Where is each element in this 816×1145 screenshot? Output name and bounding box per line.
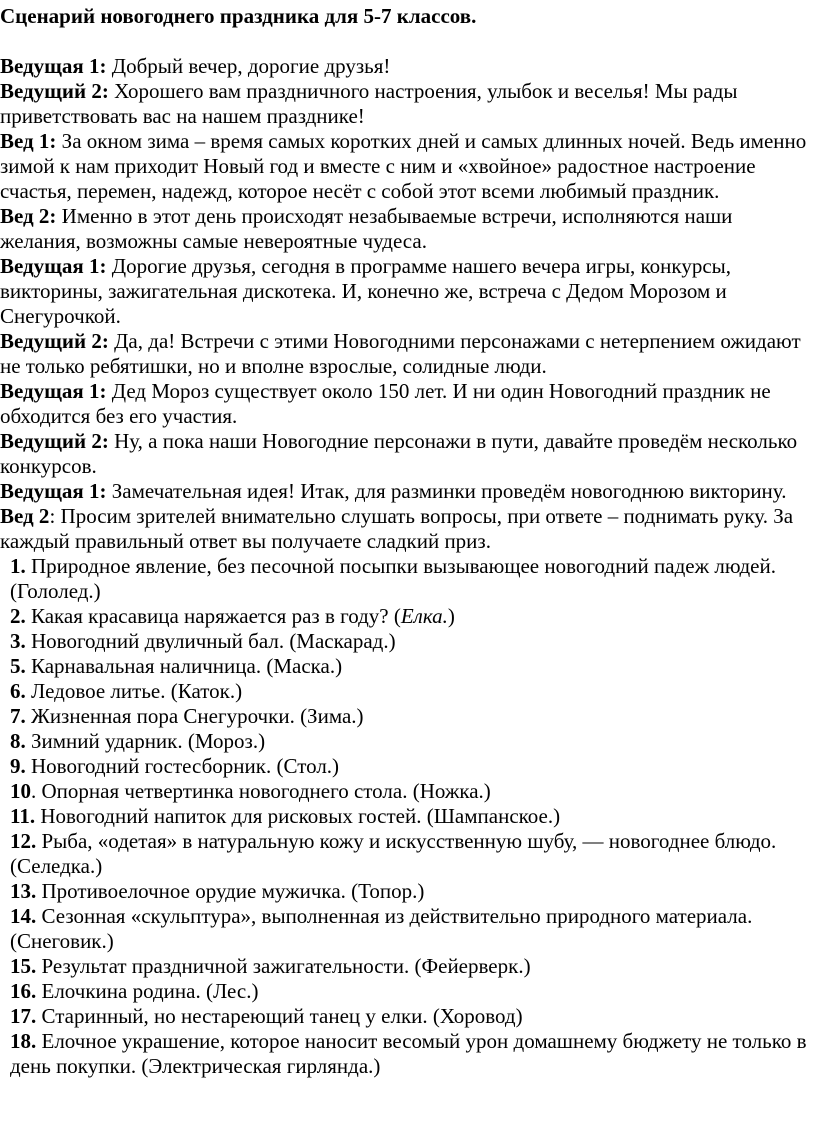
quiz-item (0, 879, 808, 904)
speaker-label: Ведущий 2: (0, 429, 109, 453)
quiz-text: Природное явление, без песочной посыпки вызывающее новогодний падеж людей. (Гололед.) (10, 554, 776, 603)
quiz-list (0, 554, 808, 1079)
quiz-text: Результат праздничной зажигательности. (Фейерверк.) (36, 954, 531, 978)
quiz-item (0, 979, 808, 1004)
dialogue-line (0, 479, 808, 504)
speaker-label: Ведущая 1: (0, 479, 107, 503)
line-text: Именно в этот день происходят незабываемые встречи, исполняются наши желания, возможны самые невероятные чудеса. (0, 204, 733, 253)
quiz-number: 7. (10, 704, 26, 728)
quiz-item (0, 604, 808, 629)
quiz-number: 11. (10, 804, 36, 828)
quiz-item (0, 629, 808, 654)
dialogue-line (0, 429, 808, 479)
dialogue-line (0, 504, 808, 554)
dialogue-line (0, 379, 808, 429)
quiz-number: 6. (10, 679, 26, 703)
document-title: Сценарий новогоднего праздника для 5-7 классов. (0, 4, 477, 28)
quiz-text: . Опорная четвертинка новогоднего стола. (Ножка.) (31, 779, 491, 803)
quiz-text: Сезонная «скульптура», выполненная из действительно природного материала. (Снеговик.) (10, 904, 753, 953)
dialogue (0, 54, 808, 554)
quiz-number: 10 (10, 779, 31, 803)
speaker-label: Вед 2 (0, 504, 50, 528)
quiz-text: Зимний ударник. (Мороз.) (25, 729, 266, 753)
dialogue-line (0, 329, 808, 379)
quiz-item (0, 754, 808, 779)
quiz-number: 18. (10, 1029, 37, 1053)
quiz-text: Жизненная пора Снегурочки. (Зима.) (25, 704, 364, 728)
line-text: Да, да! Встречи с этими Новогодними персонажами с нетерпением ожидают не только ребятишки, но и вполне взрослые, солидные люди. (0, 329, 801, 378)
speaker-label: Ведущая 1: (0, 54, 107, 78)
dialogue-line (0, 54, 808, 79)
speaker-label: Вед 2: (0, 204, 57, 228)
line-text: Замечательная идея! Итак, для разминки проведём новогоднюю викторину. (106, 479, 787, 503)
speaker-label: Вед 1: (0, 129, 57, 153)
quiz-number: 8. (10, 729, 26, 753)
quiz-number: 16. (10, 979, 37, 1003)
quiz-item (0, 654, 808, 679)
line-text: : Просим зрителей внимательно слушать вопросы, при ответе – поднимать руку. За каждый правильный ответ вы получаете сладкий приз. (0, 504, 794, 553)
quiz-text: Ледовое литье. (Каток.) (25, 679, 243, 703)
quiz-answer-italic: Елка. (400, 604, 448, 628)
line-text: Дед Мороз существует около 150 лет. И ни один Новогодний праздник не обходится без его участия. (0, 379, 771, 428)
quiz-number: 17. (10, 1004, 37, 1028)
quiz-number: 9. (10, 754, 26, 778)
quiz-text: Карнавальная наличница. (Маска.) (25, 654, 343, 678)
quiz-text: Елочкина родина. (Лес.) (36, 979, 259, 1003)
quiz-text: Елочное украшение, которое наносит весомый урон домашнему бюджету не только в день покупки. (Электрическая гирлянда.) (10, 1029, 807, 1078)
quiz-item (0, 954, 808, 979)
quiz-item (0, 1029, 808, 1079)
quiz-number: 14. (10, 904, 37, 928)
dialogue-line (0, 79, 808, 129)
line-text: Ну, а пока наши Новогодние персонажи в пути, давайте проведём несколько конкурсов. (0, 429, 798, 478)
quiz-text: Противоелочное орудие мужичка. (Топор.) (36, 879, 425, 903)
quiz-item (0, 804, 808, 829)
quiz-text: Старинный, но нестареющий танец у елки. (Хоровод) (36, 1004, 523, 1028)
quiz-item (0, 729, 808, 754)
speaker-label: Ведущий 2: (0, 79, 109, 103)
quiz-text: Новогодний гостесборник. (Стол.) (25, 754, 340, 778)
quiz-item (0, 679, 808, 704)
quiz-item (0, 829, 808, 879)
speaker-label: Ведущая 1: (0, 254, 107, 278)
line-text: Дорогие друзья, сегодня в программе нашего вечера игры, конкурсы, викторины, зажигательная дискотека. И, конечно же, встреча с Дедом Морозом и Снегурочкой. (0, 254, 732, 328)
line-text: За окном зима – время самых коротких дней и самых длинных ночей. Ведь именно зимой к нам приходит Новый год и вместе с ним и «хвойное» радостное настроение счастья, перемен, надежд, которое несёт с собой этот всеми любимый праздник. (0, 129, 807, 203)
quiz-item (0, 704, 808, 729)
quiz-text: Новогодний двуличный бал. (Маскарад.) (25, 629, 396, 653)
quiz-item (0, 1004, 808, 1029)
quiz-text: Рыба, «одетая» в натуральную кожу и искусственную шубу, — новогоднее блюдо. (Селедка.) (10, 829, 777, 878)
dialogue-line (0, 254, 808, 329)
quiz-number: 13. (10, 879, 37, 903)
quiz-item (0, 904, 808, 954)
quiz-text-after: ) (447, 604, 455, 628)
quiz-item (0, 779, 808, 804)
dialogue-line (0, 204, 808, 254)
quiz-text: Какая красавица наряжается раз в году? ( (25, 604, 401, 628)
dialogue-line (0, 129, 808, 204)
quiz-number: 2. (10, 604, 26, 628)
line-text: Добрый вечер, дорогие друзья! (106, 54, 391, 78)
quiz-number: 3. (10, 629, 26, 653)
speaker-label: Ведущая 1: (0, 379, 107, 403)
quiz-item (0, 554, 808, 604)
quiz-number: 1. (10, 554, 26, 578)
quiz-number: 15. (10, 954, 37, 978)
quiz-number: 5. (10, 654, 26, 678)
line-text: Хорошего вам праздничного настроения, улыбок и веселья! Мы рады приветствовать вас на нашем празднике! (0, 79, 738, 128)
speaker-label: Ведущий 2: (0, 329, 109, 353)
quiz-number: 12. (10, 829, 37, 853)
quiz-text: Новогодний напиток для рисковых гостей. (Шампанское.) (35, 804, 561, 828)
